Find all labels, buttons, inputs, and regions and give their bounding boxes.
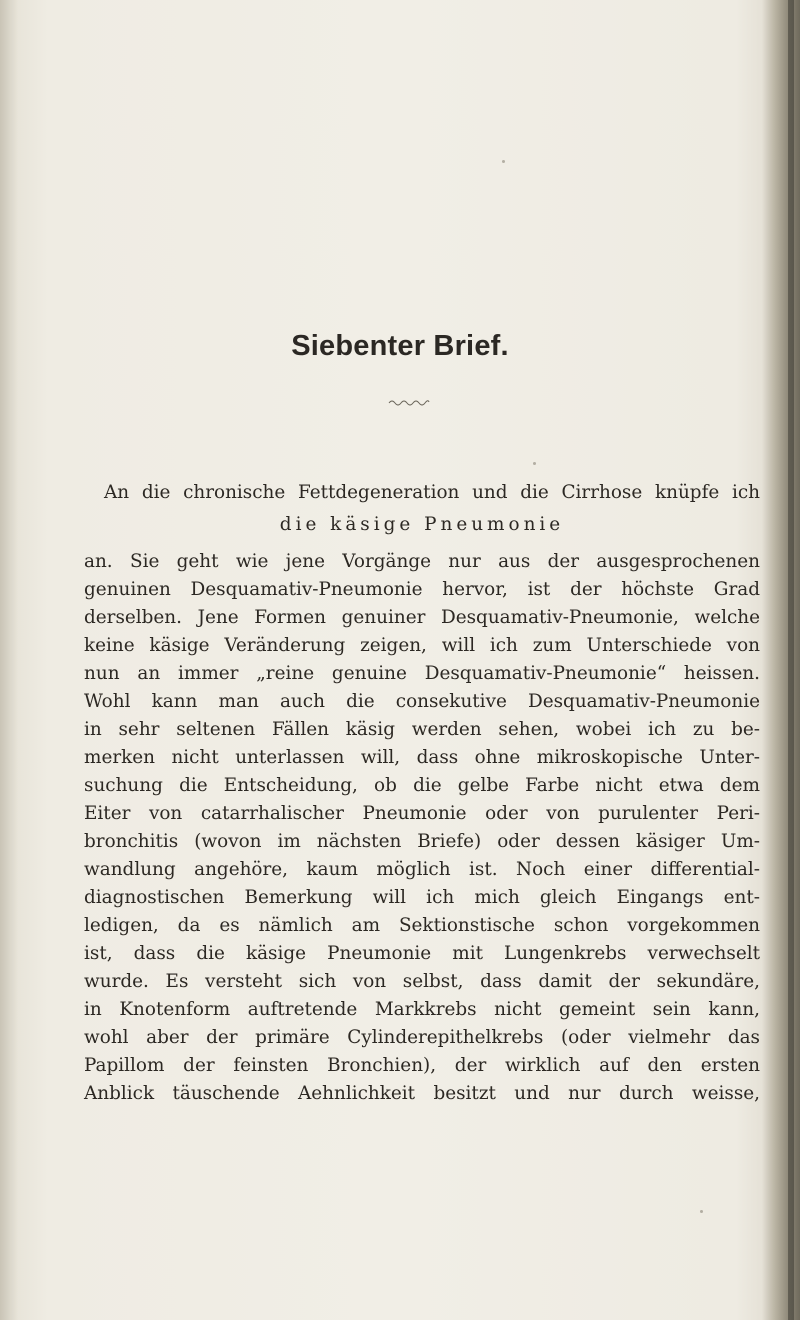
text-line: ist, dass die käsige Pneumonie mit Lungenkrebs verwechselt	[84, 943, 760, 964]
paper-speck	[502, 160, 505, 163]
heading-ornament	[388, 398, 430, 406]
text-line: merken nicht unterlassen will, dass ohne mikroskopische Unter-	[84, 747, 760, 768]
text-line: suchung die Entscheidung, ob die gelbe Farbe nicht etwa dem	[84, 775, 760, 796]
text-line: an. Sie geht wie jene Vorgänge nur aus der ausgesprochenen	[84, 551, 760, 572]
text-line: Papillom der feinsten Bronchien), der wirklich auf den ersten	[84, 1055, 760, 1076]
text-line: wurde. Es versteht sich von selbst, dass damit der sekundäre,	[84, 971, 760, 992]
binding-shadow	[788, 0, 794, 1320]
chapter-heading: Siebenter Brief.	[291, 330, 509, 362]
text-line: An die chronische Fettdegeneration und die Cirrhose knüpfe ich	[104, 482, 760, 503]
text-line: nun an immer „reine genuine Desquamativ-Pneumonie“ heissen.	[84, 663, 760, 684]
text-line: Wohl kann man auch die consekutive Desquamativ-Pneumonie	[84, 691, 760, 712]
paper-speck	[533, 462, 536, 465]
text-line: wandlung angehöre, kaum möglich ist. Noch einer differential-	[84, 859, 760, 880]
text-line: in Knotenform auftretende Markkrebs nicht gemeint sein kann,	[84, 999, 760, 1020]
section-subject: die käsige Pneumonie	[279, 514, 565, 535]
paper-speck	[700, 1210, 703, 1213]
text-line: wohl aber der primäre Cylinderepithelkrebs (oder vielmehr das	[84, 1027, 760, 1048]
text-line: derselben. Jene Formen genuiner Desquamativ-Pneumonie, welche	[84, 607, 760, 628]
page-right-edge	[762, 0, 800, 1320]
text-line: in sehr seltenen Fällen käsig werden sehen, wobei ich zu be-	[84, 719, 760, 740]
text-line: genuinen Desquamativ-Pneumonie hervor, ist der höchste Grad	[84, 579, 760, 600]
text-line: Anblick täuschende Aehnlichkeit besitzt und nur durch weisse,	[84, 1083, 760, 1104]
text-line: diagnostischen Bemerkung will ich mich gleich Eingangs ent-	[84, 887, 760, 908]
text-line: Eiter von catarrhalischer Pneumonie oder von purulenter Peri-	[84, 803, 760, 824]
text-line: ledigen, da es nämlich am Sektionstische schon vorgekommen	[84, 915, 760, 936]
text-line: bronchitis (wovon im nächsten Briefe) oder dessen käsiger Um-	[84, 831, 760, 852]
text-line: keine käsige Veränderung zeigen, will ich zum Unterschiede von	[84, 635, 760, 656]
page-left-edge	[0, 0, 18, 1320]
